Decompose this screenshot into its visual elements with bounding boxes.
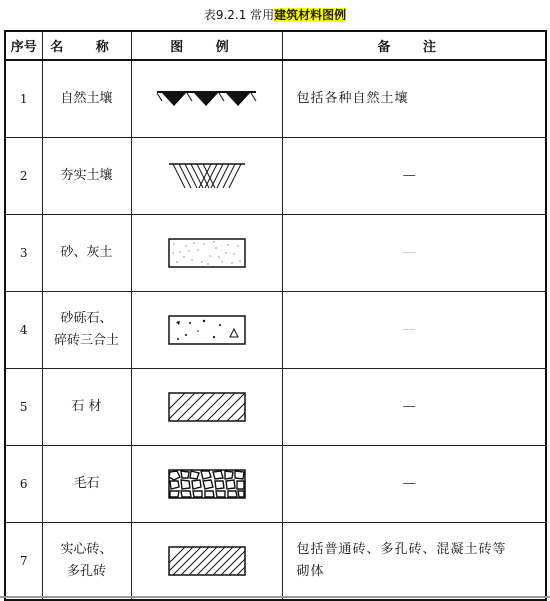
row-name-line: 石 材 xyxy=(71,399,102,414)
stone-hatch-icon xyxy=(167,391,247,423)
caption-prefix: 表9.2.1 常用 xyxy=(203,8,275,22)
row-name-line: 砂、灰土 xyxy=(60,245,113,260)
caption-highlight: 建筑材料图例 xyxy=(274,8,347,22)
row-legend xyxy=(131,369,282,446)
table-header-row xyxy=(5,31,546,60)
row-name-line: 实心砖、 xyxy=(60,542,113,557)
row-legend xyxy=(131,523,282,601)
row-no: 5 xyxy=(5,369,42,446)
row-no: 1 xyxy=(5,60,42,138)
row-note: — xyxy=(282,369,546,446)
table-row xyxy=(5,138,546,215)
row-name xyxy=(42,60,131,138)
row-no: 2 xyxy=(5,138,42,215)
row-name xyxy=(42,292,131,369)
row-legend xyxy=(131,292,282,369)
row-name xyxy=(42,215,131,292)
row-note xyxy=(282,523,546,601)
row-note: 包括各种自然土壤 xyxy=(282,60,546,138)
solid-brick-hatch-icon xyxy=(167,545,247,577)
materials-legend-table xyxy=(4,30,547,601)
table-row xyxy=(5,215,546,292)
row-no: 7 xyxy=(5,523,42,601)
row-name-line: 夯实土壤 xyxy=(60,168,113,183)
row-note: — xyxy=(282,215,546,292)
header-no: 序号 xyxy=(5,31,42,60)
row-name xyxy=(42,446,131,523)
gravel-brick-icon xyxy=(168,315,246,345)
row-no: 6 xyxy=(5,446,42,523)
row-no: 3 xyxy=(5,215,42,292)
header-name: 名 称 xyxy=(42,31,131,60)
row-note-line: 包括普通砖、多孔砖、混凝土砖等 xyxy=(296,542,507,557)
row-name-line: 毛石 xyxy=(73,476,100,491)
table-row xyxy=(5,369,546,446)
row-name-line: 自然土壤 xyxy=(60,91,113,106)
row-note: — xyxy=(282,292,546,369)
row-name-line: 碎砖三合土 xyxy=(53,333,119,348)
row-name xyxy=(42,138,131,215)
row-legend xyxy=(131,446,282,523)
table-row xyxy=(5,523,546,601)
row-note: — xyxy=(282,446,546,523)
row-legend xyxy=(131,60,282,138)
table-row xyxy=(5,60,546,138)
row-note-line: 砌体 xyxy=(296,564,325,579)
header-legend: 图 例 xyxy=(131,31,282,60)
sand-lime-dot-icon xyxy=(168,238,246,268)
compacted-soil-hatch-icon xyxy=(167,162,247,190)
row-name-line: 多孔砖 xyxy=(66,564,106,579)
row-no: 4 xyxy=(5,292,42,369)
rubble-stone-icon xyxy=(167,468,247,500)
table-row xyxy=(5,446,546,523)
header-note: 备 注 xyxy=(282,31,546,60)
natural-soil-hatch-icon xyxy=(156,89,258,109)
row-legend xyxy=(131,215,282,292)
row-name xyxy=(42,369,131,446)
row-name-line: 砂砾石、 xyxy=(60,311,113,326)
row-name xyxy=(42,523,131,601)
table-row xyxy=(5,292,546,369)
table-caption xyxy=(0,7,550,23)
bottom-divider xyxy=(0,596,550,598)
row-legend xyxy=(131,138,282,215)
row-note: — xyxy=(282,138,546,215)
